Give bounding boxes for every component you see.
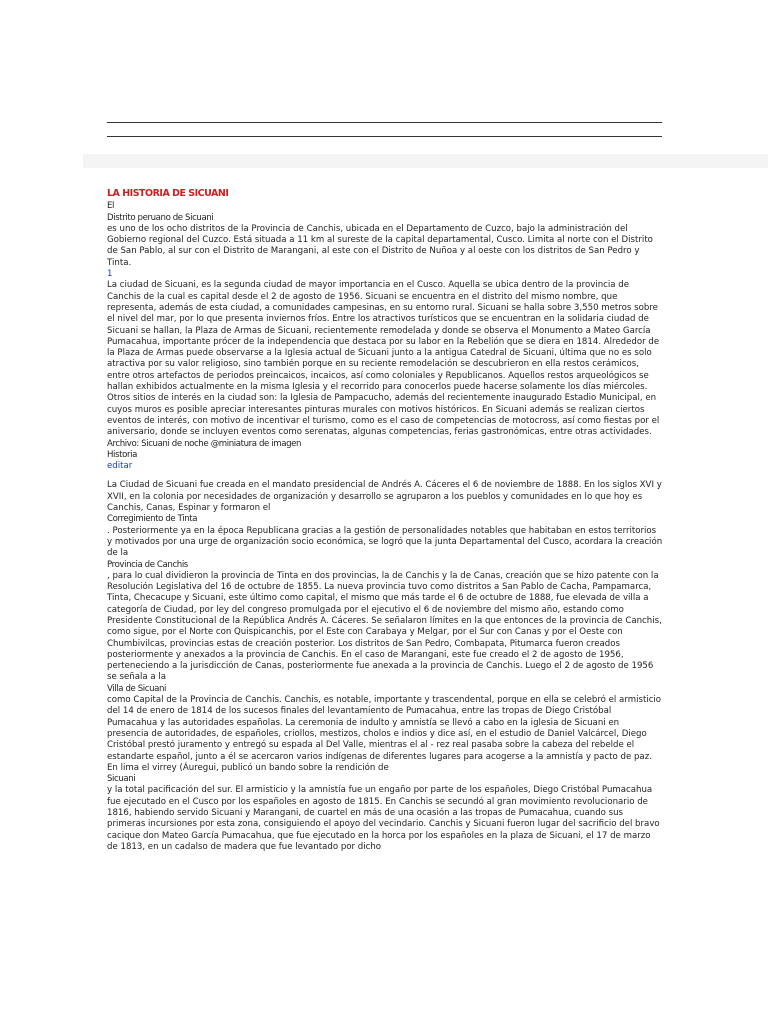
- document-body: [107, 188, 663, 853]
- paragraph-history-2: . Posteriormente ya en la época Republicana gracias a la gestión de personalidades notables que habitaban en estos territorios y motivados por una urge de organización socio económica, se logró que la junta Departamental del Cusco, acordara la creación de la: [107, 525, 663, 559]
- archivo-label[interactable]: Archivo: Sicuani de noche @miniatura de imagen: [107, 438, 302, 449]
- document-title: LA HISTORIA DE SICUANI: [107, 188, 229, 199]
- header-band: [83, 154, 768, 168]
- editar-link[interactable]: editar: [107, 461, 133, 472]
- intro-label-distrito: Distrito peruano de Sicuani: [107, 212, 214, 223]
- reference-link-1[interactable]: 1: [107, 269, 113, 280]
- second-rule: [107, 136, 662, 137]
- villa-label: Villa de Sicuani: [107, 683, 167, 694]
- paragraph-history-5: y la total pacificación del sur. El armisticio y la amnistía fue un engaño por parte de los españoles, Diego Cristóbal Pumacahua fue ejecutado en el Cusco por los españoles en agosto de 1815. En Canchis se secundó al gran movimiento revolucionario de 1816, habiendo servido Sicuani y Marangani, de cuartel en más de una ocasión a las tropas de Pumacahua, cuando sus primeras incursiones por esta zona, consiguiendo el apoyo del vecindario. Canchis y Sicuani fueron lugar del sacrificio del bravo cacique don Mateo García Pumacahua, que fue ejecutado en la horca por los españoles en la plaza de Sicuani, el 17 de marzo de 1813, en un cadalso de madera que fue levantado por dicho: [107, 785, 660, 852]
- historia-heading: Historia: [107, 449, 137, 460]
- paragraph-history-3: , para lo cual dividieron la provincia de Tinta en dos provincias, la de Canchis y la de Canas, creación que se hizo patente con la Resolución Legislativa del 16 de octubre de 1855. La nueva provincia tuvo como distritos a San Pablo de Cacha, Pampamarca, Tinta, Checacupe y Sicuani, este último como capital, el mismo que más tarde el 6 de octubre de 1888, fue elevada de villa a categoría de Ciudad, por ley del congreso promulgada por el ejecutivo el 6 de noviembre del mismo año, estando como Presidente Constitucional de la República Andrés A. Cáceres. Se señalaron límites en la que entonces de la provincia de Canchis, como sigue, por el Norte con Quispicanchis, por el Este con Carabaya y Melgar, por el Sur con Canas y por el Oeste con Chumbivilcas, provincias estas de creación posterior. Los distritos de San Pedro, Combapata, Pitumarca fueron creados posteriormente y anexados a la provincia de Canchis. En el caso de Marangani, este fue creado el 2 de agosto de 1956, perteneciendo a la jurisdicción de Canas, posteriormente fue anexada a la provincia de Canchis. Luego el 2 de agosto de 1956 se señala a la: [107, 570, 662, 683]
- paragraph-sicuani-city: La ciudad de Sicuani, es la segunda ciudad de mayor importancia en el Cusco. Aquella se ubica dentro de la provincia de Canchis de la cual es capital desde el 2 de agosto de 1956. Sicuani se encuentra en el distrito del mismo nombre, que representa, además de esta ciudad, a comunidades campesinas, en su entorno rural. Sicuani se halla sobre 3,550 metros sobre el nivel del mar, por lo que presenta inviernos fríos. Entre los atractivos turísticos que se encuentran en la solidaria ciudad de Sicuani se hallan, la Plaza de Armas de Sicuani, recientemente remodelada y donde se observa el Monumento a Mateo García Pumacahua, importante prócer de la independencia que destaca por su labor en la Rebelión que se diera en 1814. Alrededor de la Plaza de Armas puede observarse a la Iglesia actual de Sicuani junto a la antigua Catedral de Sicuani, última que no es solo atractiva por su valor religioso, sino también porque en su reciente remodelación se descubrieron en ella restos cerámicos, entre otros artefactos de periodos preincaicos, incaicos, así como coloniales y Republicanos. Aquellos restos arqueológicos se hallan exhibidos actualmente en la misma Iglesia y el recorrido para conocerlos puede hacerse solamente los días miércoles. Otros sitios de interés en la ciudad son: la Iglesia de Pampacucho, además del recientemente inaugurado Estadio Municipal, en cuyos muros es posible apreciar interesantes pinturas murales con motivos históricos. En Sicuani además se realizan ciertos eventos de interés, con motivo de incentivar el turismo, como es el caso de competencias de motocross, así como fiestas por el aniversario, donde se incluyen eventos como serenatas, algunas competencias, ferias gastronómicas, entre otras actividades.: [107, 280, 660, 438]
- sicuani-label: Sicuani: [107, 774, 136, 785]
- paragraph-history-4: como Capital de la Provincia de Canchis. Canchis, es notable, importante y trascendental, porque en ella se celebró el armisticio del 14 de enero de 1814 de los sucesos finales del levantamiento de Pumacahua, entre las tropas de Diego Cristóbal Pumacahua y las autoridades españolas. La ceremonia de indulto y amnistía se llevó a cabo en la iglesia de Sicuani en presencia de autoridades, de españoles, criollos, mestizos, cholos e indios y dice así, en el estudio de Daniel Valcárcel, Diego Cristóbal prestó juramento y entregó su espada al Del Valle, mientras el al - rez real pasaba sobre la cabeza del rebelde el estandarte español, junto a él se acercaron varios indígenas de diferentes lugares para acogerse a la amnistía y pacto de paz. En lima el virrey (Áuregui, publicó un bando sobre la rendición de: [107, 695, 662, 773]
- corregimiento-label: Corregimiento de Tinta: [107, 514, 198, 525]
- paragraph-history-1: La Ciudad de Sicuani fue creada en el mandato presidencial de Andrés A. Cáceres el 6 de noviembre de 1888. En los siglos XVI y XVII, en la colonia por necesidades de organización y desarrollo se agruparon a los pueblos y comunidades en lo que hoy es Canchis, Canas, Espinar y formaron el: [107, 480, 662, 514]
- intro-paragraph: es uno de los ocho distritos de la Provincia de Canchis, ubicada en el Departamento de Cuzco, bajo la administración del Gobierno regional del Cuzco. Está situada a 11 km al sureste de la capital departamental, Cusco. Limita al norte con el Distrito de San Pablo, al sur con el Distrito de Marangani, al este con el Distrito de Nuñoa y al oeste con los distritos de San Pedro y Tinta.: [107, 223, 653, 268]
- intro-label-el: El: [107, 201, 115, 212]
- provincia-label: Provincia de Canchis: [107, 559, 188, 570]
- top-rule: [107, 122, 662, 123]
